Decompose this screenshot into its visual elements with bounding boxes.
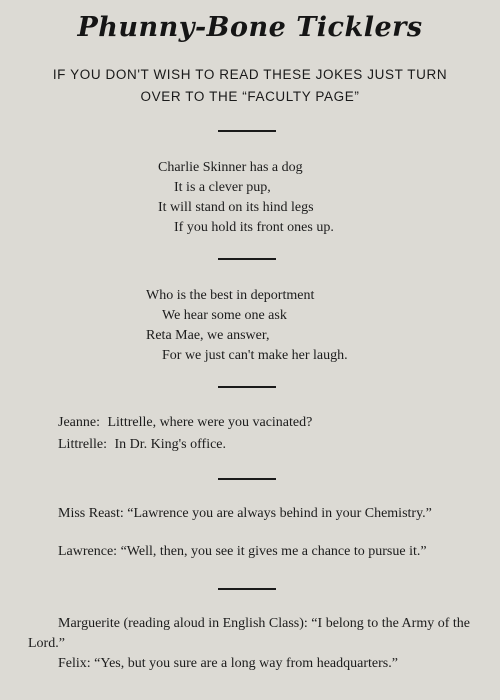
dialog-line [58, 412, 312, 434]
subtitle-line: IF YOU DON'T WISH TO READ THESE JOKES JUST TURN [52, 67, 448, 82]
joke-vaccination [58, 412, 312, 456]
subtitle [20, 64, 480, 108]
poem-line: Who is the best in deportment [146, 288, 315, 303]
speaker: Littrelle: [58, 437, 107, 452]
joke-army-question: Marguerite (reading aloud in English Class): “I belong to the Army of the Lord.” [28, 616, 470, 651]
poem-line: Charlie Skinner has a dog [158, 160, 303, 175]
joke-chemistry-reply: Lawrence: “Well, then, you see it gives me a chance to pursue it.” [58, 544, 427, 559]
poem-line: It will stand on its hind legs [158, 200, 314, 215]
poem-line: Reta Mae, we answer, [146, 328, 270, 343]
speaker: Jeanne: [58, 415, 100, 430]
poem-line: If you hold its front ones up. [174, 220, 334, 235]
subtitle-line: OVER TO THE “FACULTY PAGE” [140, 89, 360, 104]
divider [218, 130, 276, 132]
divider [218, 386, 276, 388]
dialog-text: Littrelle, where were you vacinated? [107, 415, 313, 430]
page-title: Phunny-Bone Ticklers [77, 12, 423, 43]
poem-line: For we just can't make her laugh. [162, 348, 348, 363]
joke-poem-deportment [146, 286, 348, 366]
divider [218, 258, 276, 260]
dialog-text: In Dr. King's office. [114, 437, 227, 452]
joke-army-reply: Felix: “Yes, but you sure are a long way from headquarters.” [58, 656, 398, 671]
joke-chemistry-question: Miss Reast: “Lawrence you are always behind in your Chemistry.” [58, 506, 432, 521]
poem-line: We hear some one ask [162, 308, 287, 323]
divider [218, 478, 276, 480]
joke-poem-dog [158, 158, 334, 238]
divider [218, 588, 276, 590]
dialog-line [58, 434, 312, 456]
poem-line: It is a clever pup, [174, 180, 271, 195]
